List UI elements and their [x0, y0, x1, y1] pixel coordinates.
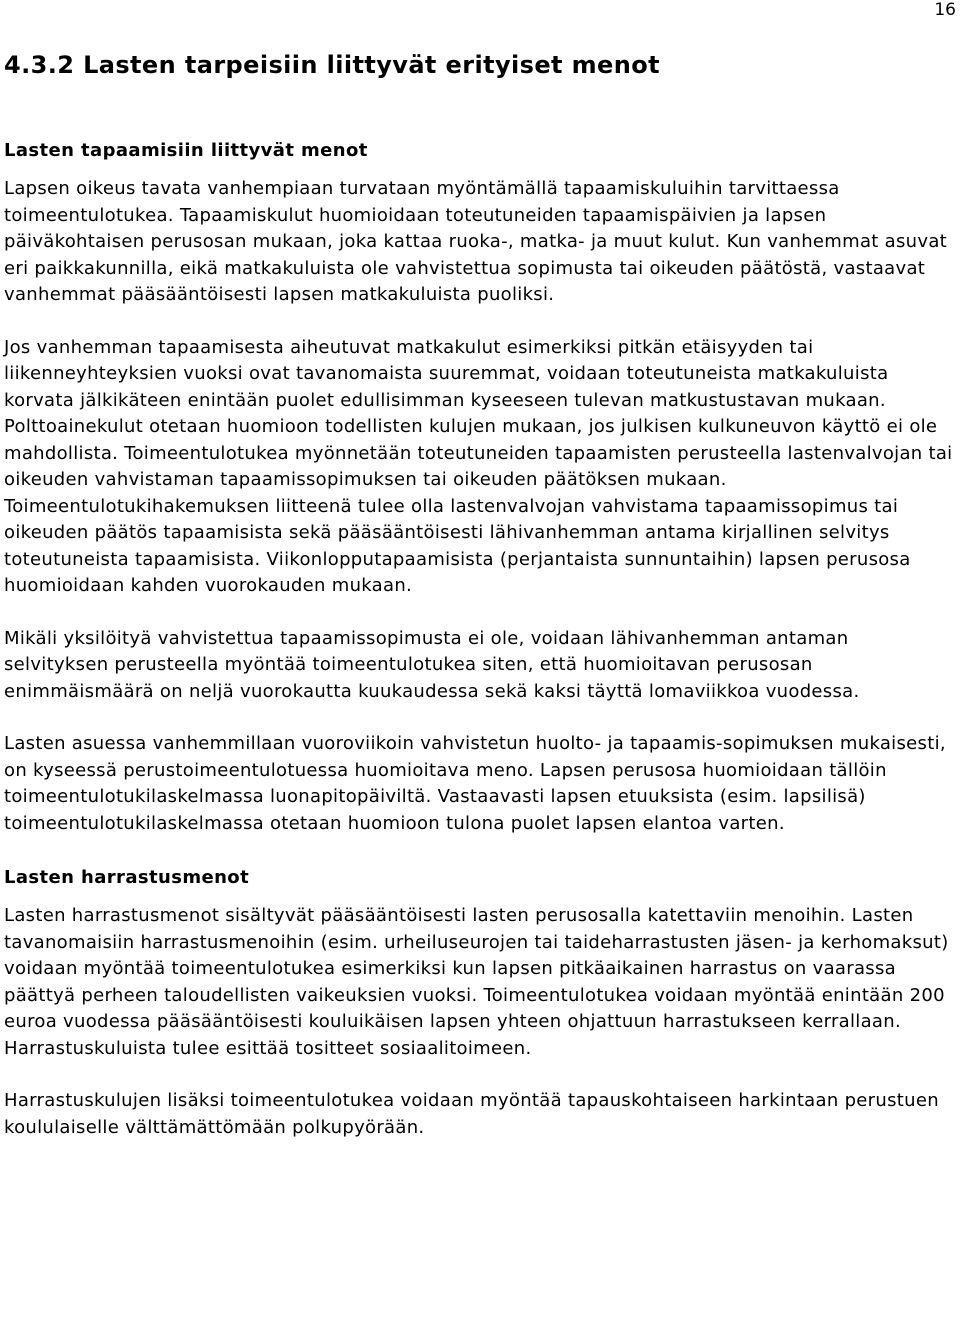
document-body — [4, 50, 956, 1141]
paragraph-visits-2: Jos vanhemman tapaamisesta aiheutuvat matkakulut esimerkiksi pitkän etäisyyden tai liikenneyhteyksien vuoksi ovat tavanomaista suuremmat, voidaan toteutuneista matkakuluista korvata jälkikäteen enintään puolet edullisimman kyseeseen tulevan matkustustavan mukaan. Polttoainekulut otetaan huomioon todellisten kulujen mukaan, jos julkisen kulkuneuvon käyttö ei ole mahdollista. Toimeentulotukea myönnetään toteutuneiden tapaamisten perusteella lastenvalvojan tai oikeuden vahvistaman tapaamissopimuksen tai oikeuden päätöksen mukaan. Toimeentulotukihakemuksen liitteenä tulee olla lastenvalvojan vahvistama tapaamissopimus tai oikeuden päätös tapaamisista sekä pääsääntöisesti lähivanhemman antama kirjallinen selvitys toteutuneista tapaamisista. Viikonlopputapaamisista (perjantaista sunnuntaihin) lapsen perusosa huomioidaan kahden vuorokauden mukaan. — [4, 336, 953, 596]
paragraph-hobbies-1: Lasten harrastusmenot sisältyvät pääsääntöisesti lasten perusosalla katettaviin menoihin. Lasten tavanomaisiin harrastusmenoihin (esim. urheiluseurojen tai taideharrastusten jäsen- ja kerhomaksut) voidaan myöntää toimeentulotukea esimerkiksi kun lapsen pitkäaikainen harrastus on vaarassa päättyä perheen taloudellisten vaikeuksien vuoksi. Toimeentulotukea voidaan myöntää enintään 200 euroa vuodessa pääsääntöisesti kouluikäisen lapsen yhteen ohjattuun harrastukseen kerrallaan. Harrastuskuluista tulee esittää tositteet sosiaalitoimeen. — [4, 905, 949, 1059]
paragraph-visits-3: Mikäli yksilöityä vahvistettua tapaamissopimusta ei ole, voidaan lähivanhemman antaman selvityksen perusteella myöntää toimeentulotukea siten, että huomioitavan perusosan enimmäismäärä on neljä vuorokautta kuukaudessa sekä kaksi täyttä lomaviikkoa vuodessa. — [4, 627, 860, 702]
paragraph-visits-4: Lasten asuessa vanhemmillaan vuoroviikoin vahvistetun huolto- ja tapaamis-sopimuksen mukaisesti, on kyseessä perustoimeentulotuessa huomioitava meno. Lapsen perusosa huomioidaan tällöin toimeentulotukilaskelmassa luonapitopäiviltä. Vastaavasti lapsen etuuksista (esim. lapsilisä) toimeentulotukilaskelmassa otetaan huomioon tulona puolet lapsen elantoa varten. — [4, 733, 946, 834]
subsection-heading-hobbies: Lasten harrastusmenot — [4, 867, 250, 888]
paragraph-hobbies-2: Harrastuskulujen lisäksi toimeentulotukea voidaan myöntää tapauskohtaiseen harkintaan perustuen koululaiselle välttämättömään polkupyörään. — [4, 1090, 939, 1138]
paragraph-visits-1: Lapsen oikeus tavata vanhempiaan turvataan myöntämällä tapaamiskuluihin tarvittaessa toimeentulotukea. Tapaamiskulut huomioidaan toteutuneiden tapaamispäivien ja lapsen päiväkohtaisen perusosan mukaan, joka kattaa ruoka-, matka- ja muut kulut. Kun vanhemmat asuvat eri paikkakunnilla, eikä matkakuluista ole vahvistettua sopimusta tai oikeuden päätöstä, vastaavat vanhemmat pääsääntöisesti lapsen matkakuluista puoliksi. — [4, 178, 948, 305]
section-heading: 4.3.2 Lasten tarpeisiin liittyvät erityiset menot — [4, 51, 660, 79]
subsection-heading-visits: Lasten tapaamisiin liittyvät menot — [4, 140, 368, 161]
page-number: 16 — [934, 0, 956, 20]
